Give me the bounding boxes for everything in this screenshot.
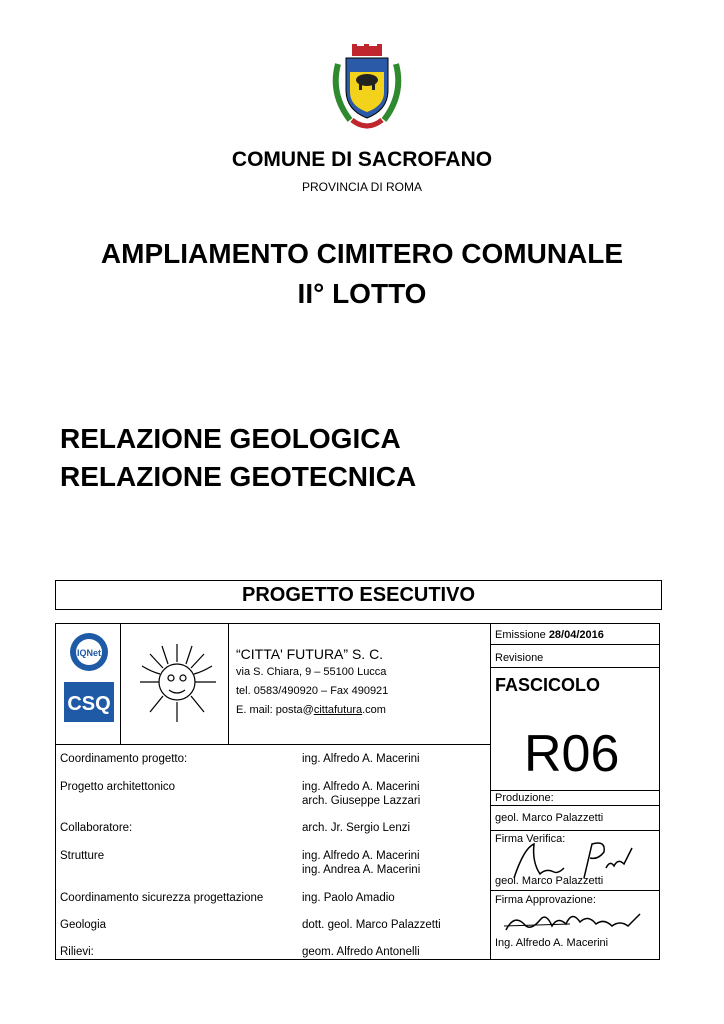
firm-email (236, 704, 386, 716)
produzione-label: Produzione: (495, 792, 554, 804)
credit-name-collaborator: arch. Jr. Sergio Lenzi (302, 822, 411, 834)
firm-address: via S. Chiara, 9 – 55100 Lucca (236, 666, 387, 678)
credit-name-architectural-2: arch. Giuseppe Lazzari (302, 795, 421, 807)
credit-role-surveys: Rilievi: (60, 946, 94, 958)
credit-name-structures-1: ing. Alfredo A. Macerini (302, 850, 420, 862)
firm-email-link[interactable]: cittafutura (313, 704, 363, 716)
report-title-line1: RELAZIONE GEOLOGICA (60, 423, 401, 454)
emissione-date: 28/04/2016 (548, 629, 604, 641)
firm-phone: tel. 0583/490920 – Fax 490921 (236, 685, 389, 697)
comune-heading: COMUNE DI SACROFANO (231, 148, 493, 171)
phase-box: PROGETTO ESECUTIVO (55, 580, 662, 610)
credit-role-safety: Coordinamento sicurezza progettazione (60, 892, 264, 904)
project-title-line1: AMPLIAMENTO CIMITERO COMUNALE (100, 238, 624, 269)
emissione-label: Emissione (495, 629, 546, 641)
credit-role-structures: Strutture (60, 850, 105, 862)
approvazione-name: Ing. Alfredo A. Macerini (495, 937, 609, 949)
credit-name-geology: dott. geol. Marco Palazzetti (302, 919, 441, 931)
citta-futura-sun-logo (132, 634, 222, 730)
approvazione-signature (500, 906, 650, 940)
emissione (495, 629, 604, 641)
credit-name-architectural-1: ing. Alfredo A. Macerini (302, 781, 420, 793)
svg-text:CSQ: CSQ (67, 693, 111, 715)
firm-email-suffix: .com (362, 704, 386, 716)
verifica-signature (506, 838, 646, 882)
firm-email-prefix: E. mail: posta@ (236, 704, 314, 716)
verifica-name: geol. Marco Palazzetti (495, 875, 604, 887)
credit-name-coordination: ing. Alfredo A. Macerini (302, 753, 420, 765)
report-title-line2: RELAZIONE GEOTECNICA (60, 461, 417, 492)
credit-name-structures-2: ing. Andrea A. Macerini (302, 864, 421, 876)
credit-role-geology: Geologia (60, 919, 107, 931)
municipal-crest-logo (328, 44, 406, 134)
report-title (60, 420, 416, 496)
project-title-line2: II° LOTTO (297, 278, 427, 309)
credit-role-coordination: Coordinamento progetto: (60, 753, 188, 765)
fascicolo-label: FASCICOLO (495, 675, 601, 695)
credit-name-surveys: geom. Alfredo Antonelli (302, 946, 420, 958)
document-code: R06 (524, 725, 620, 783)
provincia-subheading: PROVINCIA DI ROMA (301, 180, 423, 194)
certification-logos (62, 630, 116, 734)
svg-text:IQNet: IQNet (76, 648, 102, 658)
credit-role-collaborator: Collaboratore: (60, 822, 133, 834)
firm-name: “CITTA' FUTURA” S. C. (236, 646, 384, 662)
revisione-label: Revisione (495, 652, 544, 664)
title-block-table (55, 623, 660, 960)
credit-name-safety: ing. Paolo Amadio (302, 892, 395, 904)
verifica-label: Firma Verifica: (495, 833, 566, 845)
project-title (0, 234, 724, 314)
credit-role-architectural: Progetto architettonico (60, 781, 176, 793)
produzione-name: geol. Marco Palazzetti (495, 812, 604, 824)
approvazione-label: Firma Approvazione: (495, 894, 596, 906)
